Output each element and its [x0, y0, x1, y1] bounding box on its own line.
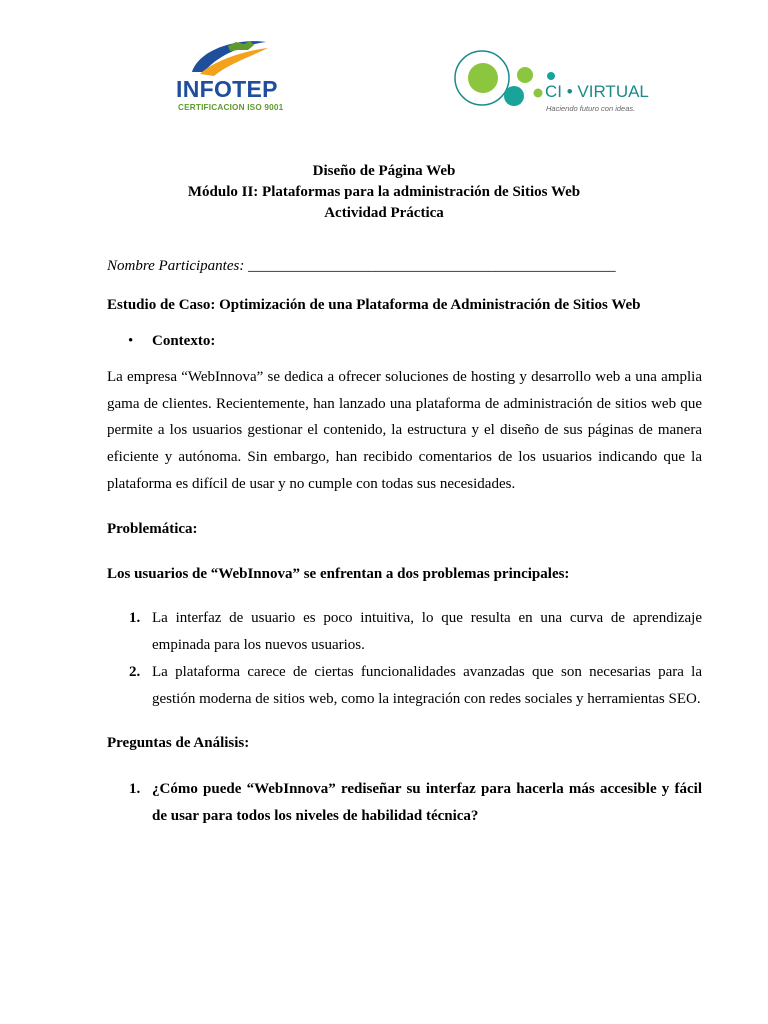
participants-label: Nombre Participantes:	[107, 258, 245, 274]
infotep-brand-text: INFOTEP	[176, 76, 278, 102]
questions-heading: Preguntas de Análisis:	[107, 735, 250, 751]
question-item-number: 1.	[129, 781, 141, 797]
problem-item: La interfaz de usuario es poco intuitiva, lo que resulta en una curva de aprendizaje empinada para los nuevos usuarios.	[152, 610, 702, 653]
problem-heading: Problemática:	[107, 521, 198, 537]
infotep-certification-text: CERTIFICACION ISO 9001	[178, 103, 284, 112]
activity-title: Actividad Práctica	[324, 205, 444, 221]
module-title: Módulo II: Plataformas para la administración de Sitios Web	[187, 184, 581, 200]
problem-item: La plataforma carece de ciertas funcionalidades avanzadas que son necesarias para la gestión moderna de sitios web, como la integración con redes sociales y herramientas SEO.	[152, 664, 702, 707]
participants-line	[107, 258, 616, 275]
ci-virtual-brand-text: CI • VIRTUAL	[545, 82, 649, 101]
context-paragraph: La empresa “WebInnova” se dedica a ofrecer soluciones de hosting y desarrollo web a una amplia gama de clientes. Recientemente, han lanzado una plataforma de administración de sitios web que permite a los usuarios gestionar el contenido, la estructura y el diseño de sus páginas de manera eficiente y autónoma. Sin embargo, han recibido comentarios de los usuarios indicando que la plataforma es difícil de usar y no cumple con todas sus necesidades.	[107, 369, 702, 492]
ci-virtual-logo	[452, 48, 652, 118]
ci-virtual-tagline: Haciendo futuro con ideas.	[546, 104, 636, 113]
participants-blank: _________________________________________________	[248, 258, 616, 274]
document-title: Diseño de Página Web	[312, 163, 456, 179]
problem-intro: Los usuarios de “WebInnova” se enfrentan a dos problemas principales:	[107, 566, 570, 582]
infotep-swoosh-icon	[170, 36, 286, 80]
case-study-title: Estudio de Caso: Optimización de una Plataforma de Administración de Sitios Web	[107, 297, 641, 313]
question-item: ¿Cómo puede “WebInnova” rediseñar su interfaz para hacerla más accesible y fácil de usar para todos los niveles de habilidad técnica?	[152, 781, 702, 824]
context-bullet: •	[128, 333, 134, 349]
problem-item-number: 2.	[129, 664, 141, 680]
infotep-logo	[170, 36, 286, 116]
context-heading: Contexto:	[152, 333, 216, 349]
problem-item-number: 1.	[129, 610, 141, 626]
